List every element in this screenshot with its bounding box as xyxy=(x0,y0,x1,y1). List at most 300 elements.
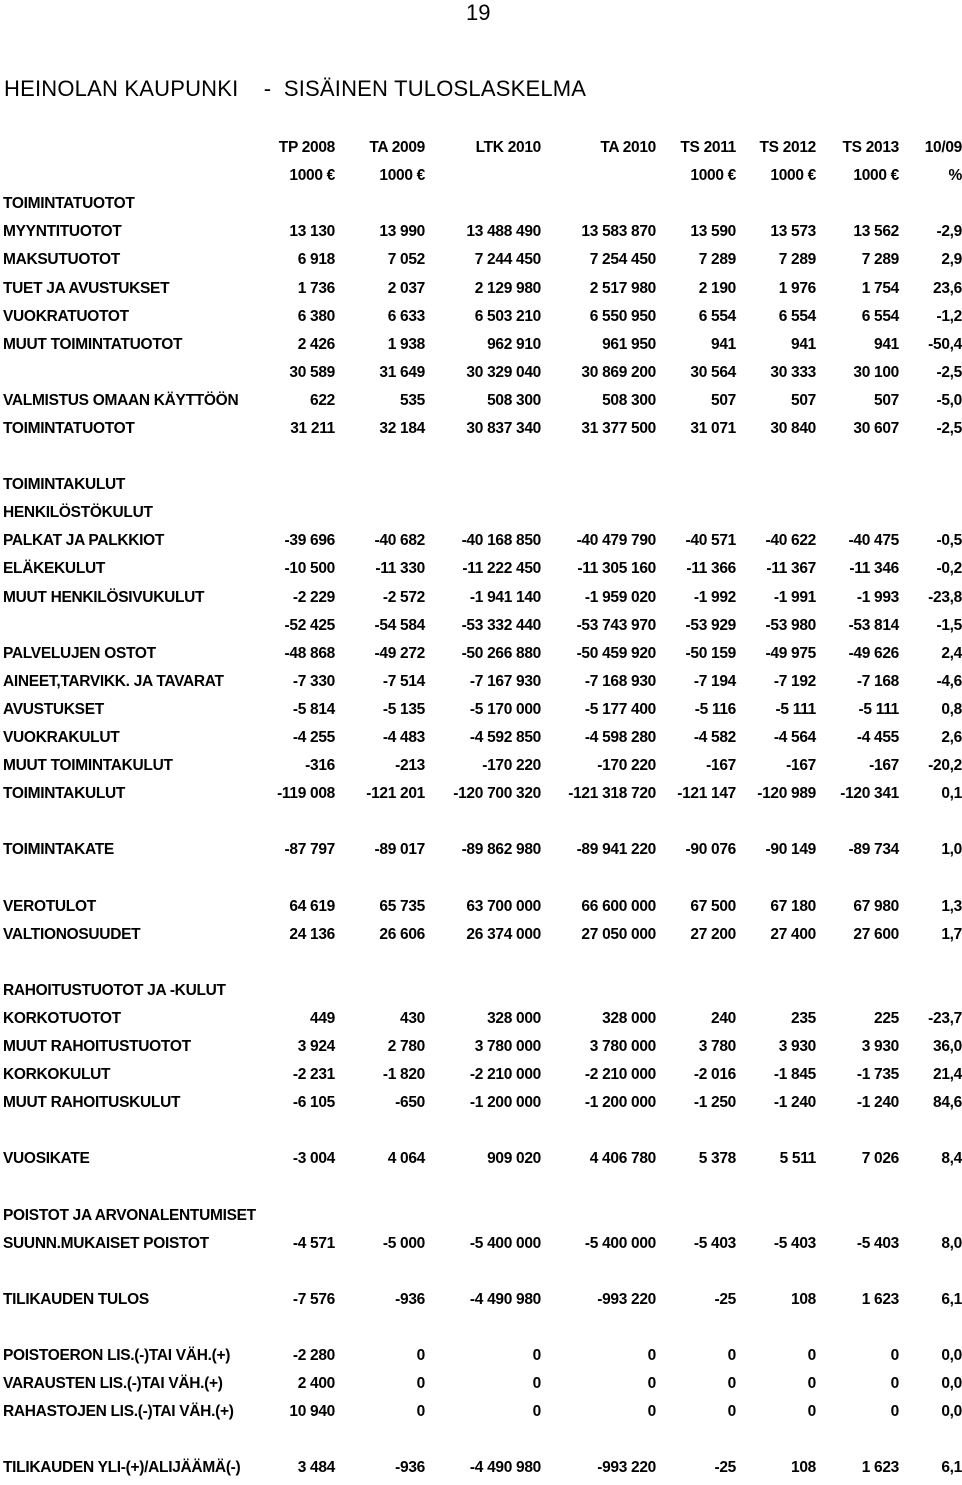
value-cell: -6 105 xyxy=(292,1094,335,1112)
row-label: TILIKAUDEN TULOS xyxy=(3,1290,149,1308)
value-cell: 27 600 xyxy=(853,925,899,943)
table-row xyxy=(0,1089,962,1117)
value-cell: 941 xyxy=(711,335,736,353)
value-cell: -650 xyxy=(395,1094,425,1112)
value-cell: -87 797 xyxy=(284,841,335,859)
value-cell: -89 017 xyxy=(374,841,425,859)
column-header: 10/09 xyxy=(924,139,962,157)
row-label xyxy=(0,1426,257,1454)
table-row xyxy=(0,1370,962,1398)
value-cell: 30 564 xyxy=(690,363,736,381)
value-cell: 108 xyxy=(791,1290,816,1308)
value-cell: 622 xyxy=(310,391,335,409)
value-cell xyxy=(899,1173,962,1201)
value-cell: 65 735 xyxy=(379,897,425,915)
value-cell: 3 930 xyxy=(861,1038,899,1056)
value-cell: -167 xyxy=(869,757,899,775)
value-cell xyxy=(541,190,656,218)
row-label xyxy=(0,443,257,471)
value-cell: -4 598 280 xyxy=(584,729,656,747)
row-label xyxy=(0,864,257,892)
unit-cell xyxy=(541,162,656,190)
value-cell: 0 xyxy=(727,1403,736,1421)
value-cell: -1 845 xyxy=(773,1066,816,1084)
value-cell xyxy=(656,1426,736,1454)
value-cell: -1 991 xyxy=(773,588,816,606)
value-cell: 6 918 xyxy=(297,251,335,269)
value-cell: -5 000 xyxy=(382,1234,425,1252)
value-cell: -89 734 xyxy=(848,841,899,859)
value-cell: -53 929 xyxy=(685,616,736,634)
value-cell xyxy=(425,1117,541,1145)
value-cell: 27 200 xyxy=(690,925,736,943)
value-cell: 0 xyxy=(727,1347,736,1365)
value-cell: 6,1 xyxy=(941,1459,962,1477)
table-row xyxy=(0,1314,962,1342)
table-row xyxy=(0,527,962,555)
row-label: TOIMINTATUOTOT xyxy=(3,195,135,213)
value-cell: -4 490 980 xyxy=(469,1290,541,1308)
value-cell: -7 167 930 xyxy=(469,672,541,690)
value-cell xyxy=(257,808,335,836)
table-row xyxy=(0,471,962,499)
value-cell xyxy=(816,977,899,1005)
value-cell xyxy=(656,443,736,471)
value-cell: 507 xyxy=(791,391,816,409)
value-cell xyxy=(335,977,425,1005)
value-cell xyxy=(736,443,816,471)
value-cell xyxy=(425,949,541,977)
value-cell: -40 571 xyxy=(685,532,736,550)
table-body xyxy=(0,190,962,1482)
value-cell xyxy=(899,190,962,218)
value-cell: -39 696 xyxy=(284,532,335,550)
unit-cell xyxy=(425,162,541,190)
row-label: TUET JA AVUSTUKSET xyxy=(3,279,170,297)
value-cell xyxy=(335,443,425,471)
value-cell: -4 490 980 xyxy=(469,1459,541,1477)
value-cell: 1,7 xyxy=(941,925,962,943)
value-cell: -5 170 000 xyxy=(469,700,541,718)
row-label: MUUT RAHOITUSTUOTOT xyxy=(3,1038,191,1056)
value-cell xyxy=(257,1258,335,1286)
value-cell xyxy=(335,949,425,977)
table-row xyxy=(0,1398,962,1426)
value-cell xyxy=(257,864,335,892)
row-label: PALVELUJEN OSTOT xyxy=(3,644,156,662)
value-cell: 3 780 000 xyxy=(474,1038,541,1056)
value-cell: -119 008 xyxy=(277,785,335,803)
value-cell xyxy=(736,977,816,1005)
table-row xyxy=(0,1117,962,1145)
value-cell xyxy=(425,190,541,218)
value-cell: 13 583 870 xyxy=(581,223,656,241)
value-cell xyxy=(816,190,899,218)
table-row xyxy=(0,1342,962,1370)
value-cell: 2,9 xyxy=(941,251,962,269)
value-cell: 8,4 xyxy=(941,1150,962,1168)
value-cell: -90 076 xyxy=(685,841,736,859)
value-cell: 0 xyxy=(532,1375,541,1393)
value-cell xyxy=(736,1173,816,1201)
value-cell: 0 xyxy=(807,1375,816,1393)
table-row xyxy=(0,977,962,1005)
value-cell: -50,4 xyxy=(928,335,962,353)
table-row xyxy=(0,1145,962,1173)
value-cell xyxy=(899,1202,962,1230)
value-cell xyxy=(656,190,736,218)
table-row xyxy=(0,1061,962,1089)
value-cell: -48 868 xyxy=(284,644,335,662)
value-cell xyxy=(656,949,736,977)
row-label: POISTOERON LIS.(-)TAI VÄH.(+) xyxy=(3,1347,231,1365)
value-cell: -993 220 xyxy=(597,1290,656,1308)
value-cell: 0 xyxy=(727,1375,736,1393)
value-cell: -2 016 xyxy=(693,1066,736,1084)
value-cell: 31 071 xyxy=(690,419,736,437)
value-cell: -167 xyxy=(786,757,816,775)
value-cell: -11 330 xyxy=(375,560,425,578)
row-label: MUUT TOIMINTATUOTOT xyxy=(3,335,183,353)
value-cell: 909 020 xyxy=(487,1150,541,1168)
value-cell: 2 426 xyxy=(297,335,335,353)
value-cell: 941 xyxy=(874,335,899,353)
value-cell xyxy=(335,1314,425,1342)
value-cell xyxy=(257,977,335,1005)
value-cell xyxy=(899,471,962,499)
column-header: TS 2011 xyxy=(680,139,736,157)
unit-cell: 1000 € xyxy=(289,167,335,185)
value-cell xyxy=(335,864,425,892)
row-label: VARAUSTEN LIS.(-)TAI VÄH.(+) xyxy=(3,1375,223,1393)
value-cell: -1 941 140 xyxy=(469,588,541,606)
value-cell: 240 xyxy=(711,1009,736,1027)
value-cell xyxy=(541,1117,656,1145)
table-row xyxy=(0,696,962,724)
row-label: RAHASTOJEN LIS.(-)TAI VÄH.(+) xyxy=(3,1403,234,1421)
value-cell: -7 514 xyxy=(382,672,425,690)
value-cell: 0,8 xyxy=(941,700,962,718)
value-cell xyxy=(816,1314,899,1342)
table-row xyxy=(0,1426,962,1454)
value-cell: 2 400 xyxy=(297,1375,335,1393)
row-label: TOIMINTAKULUT xyxy=(3,785,126,803)
value-cell: 7 289 xyxy=(698,251,736,269)
row-label xyxy=(0,949,257,977)
row-label: MYYNTITUOTOT xyxy=(3,223,122,241)
value-cell xyxy=(425,1314,541,1342)
value-cell: 0,0 xyxy=(941,1403,962,1421)
value-cell: 1,0 xyxy=(941,841,962,859)
value-cell: 30 607 xyxy=(853,419,899,437)
table-row xyxy=(0,1202,962,1230)
row-label: AVUSTUKSET xyxy=(3,700,104,718)
value-cell: -25 xyxy=(714,1290,736,1308)
value-cell xyxy=(656,808,736,836)
value-cell: 0 xyxy=(807,1347,816,1365)
value-cell: -54 584 xyxy=(374,616,425,634)
row-label: TILIKAUDEN YLI-(+)/ALIJÄÄMÄ(-) xyxy=(3,1459,241,1477)
value-cell: -4 455 xyxy=(856,729,899,747)
value-cell xyxy=(425,499,541,527)
row-label xyxy=(0,1173,257,1201)
row-label xyxy=(0,1117,257,1145)
row-label: VALTIONOSUUDET xyxy=(3,925,141,943)
column-header: TS 2012 xyxy=(759,139,816,157)
value-cell: -2 572 xyxy=(382,588,425,606)
value-cell: 328 000 xyxy=(602,1009,656,1027)
value-cell: -11 222 450 xyxy=(462,560,541,578)
value-cell: 26 374 000 xyxy=(466,925,541,943)
value-cell: -3 004 xyxy=(292,1150,335,1168)
table-row xyxy=(0,780,962,808)
value-cell: 0,0 xyxy=(941,1347,962,1365)
value-cell: -40 475 xyxy=(848,532,899,550)
value-cell xyxy=(656,1202,736,1230)
row-label: MAKSUTUOTOT xyxy=(3,251,120,269)
value-cell: 0 xyxy=(416,1403,425,1421)
row-label xyxy=(0,1314,257,1342)
value-cell: 0 xyxy=(890,1375,899,1393)
row-label: SUUNN.MUKAISET POISTOT xyxy=(3,1234,209,1252)
value-cell xyxy=(425,864,541,892)
value-cell xyxy=(541,977,656,1005)
value-cell: -316 xyxy=(305,757,335,775)
value-cell: 36,0 xyxy=(933,1038,962,1056)
value-cell: -120 989 xyxy=(757,785,816,803)
table-row xyxy=(0,752,962,780)
value-cell: -2 231 xyxy=(292,1066,335,1084)
value-cell xyxy=(257,499,335,527)
value-cell xyxy=(656,977,736,1005)
value-cell: -7 576 xyxy=(292,1290,335,1308)
value-cell xyxy=(899,977,962,1005)
value-cell xyxy=(656,1258,736,1286)
value-cell xyxy=(425,1173,541,1201)
value-cell: -2,5 xyxy=(936,419,962,437)
table-row xyxy=(0,1005,962,1033)
value-cell: -40 479 790 xyxy=(576,532,656,550)
value-cell: 32 184 xyxy=(379,419,425,437)
value-cell: 4 406 780 xyxy=(589,1150,656,1168)
value-cell xyxy=(899,1117,962,1145)
income-statement-table xyxy=(0,134,962,1483)
row-label xyxy=(0,808,257,836)
value-cell xyxy=(425,471,541,499)
unit-row xyxy=(0,162,962,190)
value-cell: -4,6 xyxy=(936,672,962,690)
row-label: AINEET,TARVIKK. JA TAVARAT xyxy=(3,672,224,690)
value-cell: -167 xyxy=(706,757,736,775)
value-cell xyxy=(335,1202,425,1230)
table-row xyxy=(0,1173,962,1201)
row-label: KORKOKULUT xyxy=(3,1066,111,1084)
table-row xyxy=(0,808,962,836)
value-cell xyxy=(736,1258,816,1286)
value-cell xyxy=(257,1117,335,1145)
value-cell: -5 403 xyxy=(773,1234,816,1252)
value-cell: -121 318 720 xyxy=(568,785,656,803)
value-cell: -50 159 xyxy=(685,644,736,662)
row-label: TOIMINTATUOTOT xyxy=(3,419,135,437)
value-cell: -170 220 xyxy=(482,757,541,775)
value-cell xyxy=(736,471,816,499)
value-cell: -7 194 xyxy=(693,672,736,690)
value-cell: -11 367 xyxy=(766,560,816,578)
value-cell xyxy=(335,1117,425,1145)
value-cell: -10 500 xyxy=(284,560,335,578)
row-label: MUUT HENKILÖSIVUKULUT xyxy=(3,588,205,606)
table-row xyxy=(0,415,962,443)
row-label: MUUT RAHOITUSKULUT xyxy=(3,1094,181,1112)
row-label: VUOKRAKULUT xyxy=(3,729,120,747)
value-cell: 7 289 xyxy=(861,251,899,269)
value-cell: 3 484 xyxy=(297,1459,335,1477)
value-cell: 7 254 450 xyxy=(589,251,656,269)
value-cell xyxy=(541,808,656,836)
column-header-row xyxy=(0,134,962,162)
value-cell: 67 500 xyxy=(690,897,736,915)
value-cell: -50 459 920 xyxy=(576,644,656,662)
column-header: TA 2010 xyxy=(600,139,656,157)
value-cell: 0 xyxy=(890,1347,899,1365)
value-cell: 27 400 xyxy=(770,925,816,943)
value-cell: -7 168 930 xyxy=(584,672,656,690)
value-cell xyxy=(816,808,899,836)
value-cell xyxy=(257,190,335,218)
value-cell xyxy=(257,471,335,499)
value-cell: 961 950 xyxy=(602,335,656,353)
value-cell: 108 xyxy=(791,1459,816,1477)
value-cell: -25 xyxy=(714,1459,736,1477)
value-cell: -11 305 160 xyxy=(577,560,656,578)
table-row xyxy=(0,864,962,892)
value-cell: 535 xyxy=(400,391,425,409)
value-cell xyxy=(736,864,816,892)
value-cell xyxy=(816,1117,899,1145)
value-cell: 31 211 xyxy=(290,419,335,437)
row-label: ELÄKEKULUT xyxy=(3,560,106,578)
value-cell: 430 xyxy=(400,1009,425,1027)
table-row xyxy=(0,921,962,949)
value-cell xyxy=(816,949,899,977)
value-cell: -121 201 xyxy=(366,785,425,803)
unit-cell: 1000 € xyxy=(379,167,425,185)
value-cell: -2 229 xyxy=(292,588,335,606)
value-cell xyxy=(541,499,656,527)
row-label xyxy=(0,612,257,640)
value-cell: 6 554 xyxy=(698,307,736,325)
table-row xyxy=(0,387,962,415)
table-row xyxy=(0,1258,962,1286)
value-cell: -4 592 850 xyxy=(469,729,541,747)
value-cell: 1 623 xyxy=(861,1290,899,1308)
value-cell: -1 200 000 xyxy=(469,1094,541,1112)
value-cell: -993 220 xyxy=(597,1459,656,1477)
value-cell: -90 149 xyxy=(765,841,816,859)
value-cell: -1 993 xyxy=(856,588,899,606)
value-cell xyxy=(541,443,656,471)
value-cell: 507 xyxy=(874,391,899,409)
value-cell: 1 736 xyxy=(297,279,335,297)
table-row xyxy=(0,612,962,640)
value-cell: -936 xyxy=(395,1459,425,1477)
value-cell: 30 869 200 xyxy=(581,363,656,381)
value-cell: 6 503 210 xyxy=(474,307,541,325)
value-cell: 67 180 xyxy=(770,897,816,915)
value-cell xyxy=(257,443,335,471)
value-cell xyxy=(656,1117,736,1145)
value-cell: -40 622 xyxy=(765,532,816,550)
table-row xyxy=(0,274,962,302)
value-cell: -5 116 xyxy=(694,700,736,718)
value-cell: 7 026 xyxy=(861,1150,899,1168)
value-cell xyxy=(899,1258,962,1286)
value-cell: -5 177 400 xyxy=(584,700,656,718)
value-cell xyxy=(425,443,541,471)
table-row xyxy=(0,555,962,583)
value-cell: 941 xyxy=(791,335,816,353)
value-cell xyxy=(899,949,962,977)
row-label: POISTOT JA ARVONALENTUMISET xyxy=(3,1206,256,1224)
value-cell: 0 xyxy=(807,1403,816,1421)
value-cell: 507 xyxy=(711,391,736,409)
value-cell: -1,5 xyxy=(936,616,962,634)
value-cell: -40 682 xyxy=(374,532,425,550)
table-row xyxy=(0,246,962,274)
table-row xyxy=(0,331,962,359)
table-row xyxy=(0,584,962,612)
value-cell: -49 272 xyxy=(374,644,425,662)
value-cell xyxy=(541,1314,656,1342)
table-row xyxy=(0,949,962,977)
table-row xyxy=(0,724,962,752)
value-cell: -49 626 xyxy=(848,644,899,662)
value-cell: -49 975 xyxy=(765,644,816,662)
value-cell: -5 111 xyxy=(858,700,899,718)
table-row xyxy=(0,640,962,668)
column-header: LTK 2010 xyxy=(475,139,541,157)
value-cell: -1 959 020 xyxy=(584,588,656,606)
value-cell: 67 980 xyxy=(853,897,899,915)
table-row xyxy=(0,893,962,921)
value-cell: 13 590 xyxy=(690,223,736,241)
page-number: 19 xyxy=(466,0,491,25)
value-cell: 3 780 000 xyxy=(589,1038,656,1056)
value-cell xyxy=(335,190,425,218)
value-cell: 5 511 xyxy=(779,1150,816,1168)
column-header: TP 2008 xyxy=(278,139,335,157)
value-cell: 13 990 xyxy=(379,223,425,241)
value-cell: 449 xyxy=(310,1009,335,1027)
row-label: HENKILÖSTÖKULUT xyxy=(3,504,153,522)
value-cell: 63 700 000 xyxy=(466,897,541,915)
row-label: TOIMINTAKULUT xyxy=(3,476,126,494)
value-cell xyxy=(816,471,899,499)
table-row xyxy=(0,1286,962,1314)
row-label xyxy=(0,359,257,387)
value-cell: -4 571 xyxy=(292,1234,335,1252)
value-cell: 7 244 450 xyxy=(474,251,541,269)
value-cell: -2 210 000 xyxy=(469,1066,541,1084)
value-cell: -5 400 000 xyxy=(469,1234,541,1252)
value-cell: -120 700 320 xyxy=(453,785,541,803)
value-cell xyxy=(541,864,656,892)
value-cell: 1 976 xyxy=(778,279,816,297)
table-row xyxy=(0,1454,962,1482)
value-cell xyxy=(899,1426,962,1454)
value-cell: -89 941 220 xyxy=(576,841,656,859)
